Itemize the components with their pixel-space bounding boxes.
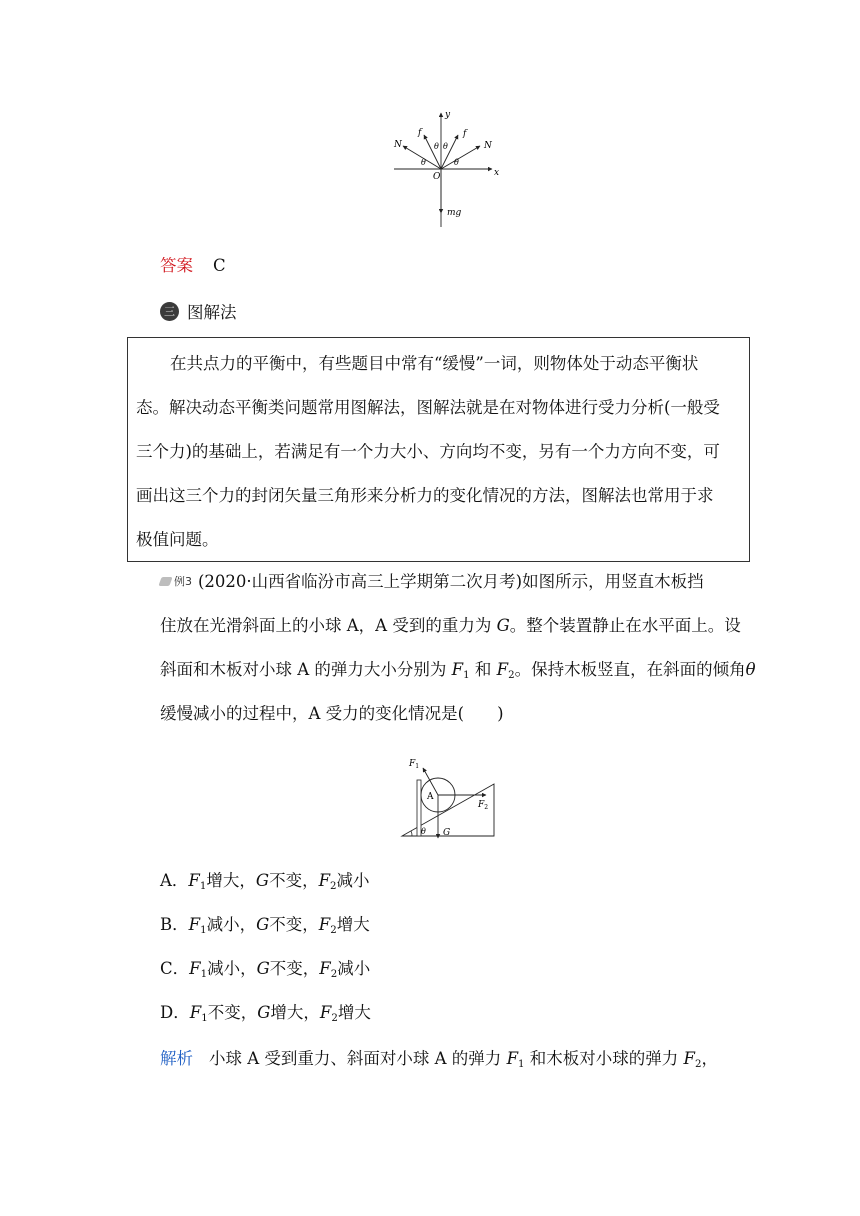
label-n-right: N (484, 141, 492, 151)
label-o: O (433, 172, 441, 182)
answer-line (160, 258, 226, 275)
label-x: x (494, 168, 500, 178)
label-theta-4: θ (454, 158, 459, 167)
label-a: A (427, 792, 434, 802)
section-title: 图解法 (187, 303, 237, 322)
label-theta: θ (421, 827, 426, 836)
analysis-label: 解析 (160, 1049, 193, 1068)
method-note-box (127, 337, 750, 562)
label-f2: $F_2$ (478, 800, 489, 811)
f1-arrow (423, 768, 438, 795)
example-line-4: 缓慢减小的过程中，A 受力的变化情况是( ) (160, 704, 504, 723)
label-f-left: f (418, 128, 422, 138)
option-a[interactable]: A．$F_1$增大，G不变，$F_2$减小 (160, 871, 370, 892)
example-line-1: 例3 (2020·山西省临汾市高三上学期第二次月考)如图所示，用竖直木板挡 (160, 574, 704, 591)
section-heading (160, 300, 237, 322)
label-theta-3: θ (421, 158, 426, 167)
pencil-icon (158, 577, 172, 586)
note-line-4: 画出这三个力的封闭矢量三角形来分析力的变化情况的方法，图解法也常用于求 (136, 486, 714, 505)
label-f-right: f (463, 129, 467, 139)
example-line-3: 斜面和木板对小球 A 的弹力大小分别为 $F_1$ 和 $F_2$。保持木板竖直，在斜面的倾角θ (160, 660, 756, 681)
note-line-5: 极值问题。 (136, 530, 219, 549)
label-g: G (443, 828, 451, 838)
note-line-1: 在共点力的平衡中，有些题目中常有“缓慢”一词，则物体处于动态平衡状 (170, 354, 699, 373)
section-number-badge: 三 (160, 302, 179, 321)
option-b[interactable]: B．$F_1$减小，G不变，$F_2$增大 (160, 915, 370, 936)
label-mg: mg (447, 208, 462, 218)
label-f1: $F_1$ (409, 759, 420, 770)
analysis-line: 解析 小球 A 受到重力、斜面对小球 A 的弹力 $F_1$ 和木板对小球的弹力 $F_2$， (160, 1049, 718, 1070)
answer-label: 答案 (160, 256, 193, 275)
label-n-left: N (394, 140, 402, 150)
force-diagram-1 (388, 105, 508, 233)
option-c[interactable]: C．$F_1$减小，G不变，$F_2$减小 (160, 959, 371, 980)
option-d[interactable]: D．$F_1$不变，G增大，$F_2$增大 (160, 1003, 371, 1024)
note-line-3: 三个力)的基础上，若满足有一个力大小、方向均不变，另有一个力方向不变，可 (136, 442, 720, 461)
answer-value: C (213, 256, 226, 275)
label-y: y (445, 110, 451, 120)
example-line-2: 住放在光滑斜面上的小球 A，A 受到的重力为 G。整个装置静止在水平面上。设 (160, 616, 741, 635)
theta-arc (411, 831, 412, 836)
incline-diagram (398, 752, 500, 842)
example-tag: 例3 (160, 576, 192, 587)
label-theta-1: θ (434, 142, 439, 151)
note-line-2: 态。解决动态平衡类问题常用图解法，图解法就是在对物体进行受力分析(一般受 (136, 398, 720, 417)
label-theta-2: θ (443, 142, 448, 151)
